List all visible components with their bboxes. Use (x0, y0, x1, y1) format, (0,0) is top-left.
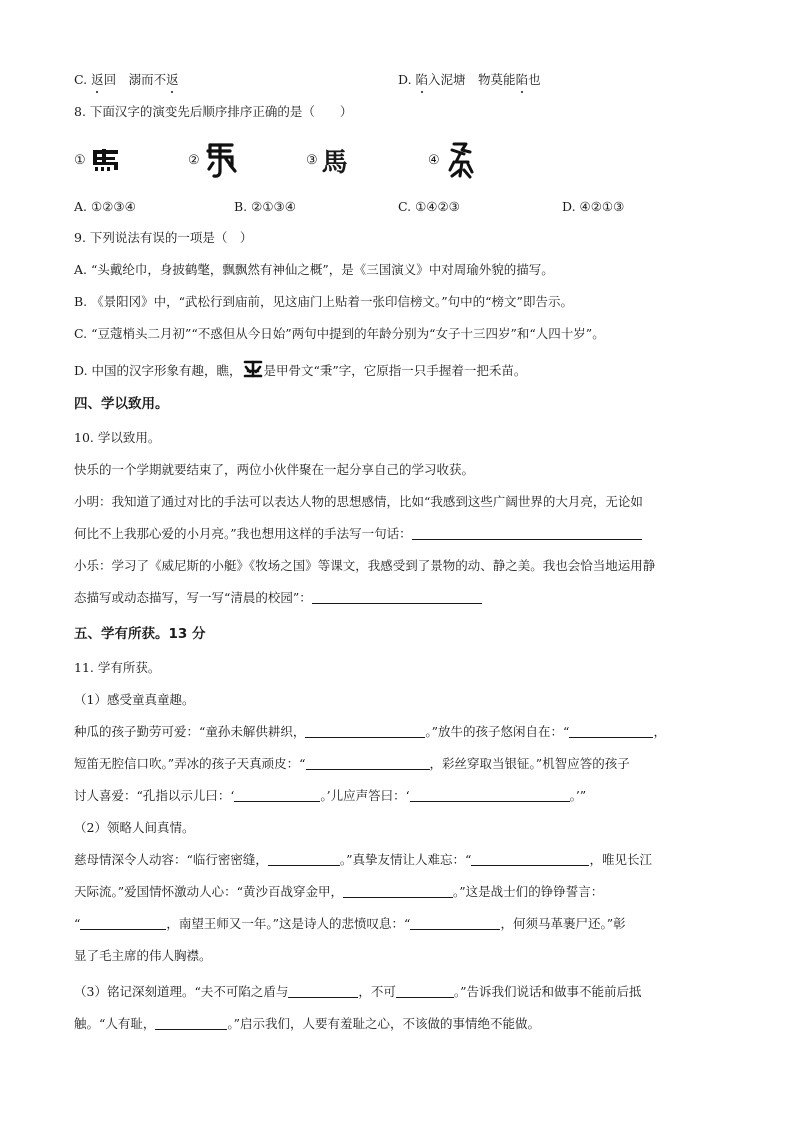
oracle-bing-character-icon (242, 359, 264, 379)
horse-oracle-script-icon (444, 140, 476, 180)
answer-blank[interactable] (396, 984, 454, 998)
horse-bold-script-icon (90, 147, 122, 173)
answer-blank[interactable] (410, 788, 570, 802)
q8-glyph-1: ① (74, 140, 122, 180)
q10-xiaoming-line2: 何比不上我那心爱的小月亮。”我也想用这样的手法写一句话： (74, 525, 642, 543)
q7-option-d[interactable]: D. 陷入泥塘 物莫能陷也 (398, 72, 541, 87)
q11-title: 11. 学有所获。 (74, 660, 161, 675)
q11-part2-line2: 天际流。”爱国情怀激动人心：“黄沙百战穿金甲， 。”这是战士们的铮铮誓言： (74, 884, 604, 899)
section-4-title: 四、学以致用。 (74, 396, 169, 412)
q11-part2-heading: （2）领略人间真情。 (74, 820, 195, 835)
answer-blank[interactable] (569, 724, 653, 738)
answer-blank[interactable] (471, 852, 589, 866)
q11-part2-line1: 慈母情深令人动容：“临行密密缝， 。”真挚友情让人难忘：“ ，唯见长江 (74, 852, 652, 867)
q11-part2-line4: 显了毛主席的伟人胸襟。 (74, 948, 212, 963)
answer-blank[interactable] (306, 756, 430, 770)
q8-glyph-4: ④ (428, 140, 476, 180)
q9-question: 9. 下列说法有误的一项是（ ） (74, 230, 253, 245)
answer-blank[interactable] (343, 884, 453, 898)
q8-option-c[interactable]: C. ①④②③ (398, 199, 460, 214)
q9-option-a[interactable]: A. “头戴纶巾，身披鹤氅，飘飘然有神仙之概”，是《三国演义》中对周瑜外貌的描写。 (74, 262, 554, 277)
q9-option-d[interactable]: D. 中国的汉字形象有趣，瞧， 是甲骨文“秉”字，它原指一只手握着一把禾苗。 (74, 359, 526, 380)
q10-xiaole-line1: 小乐：学习了《威尼斯的小艇》《牧场之国》等课文，我感受到了景物的动、静之美。我也会恰当地运用静 (74, 558, 656, 573)
q8-option-b[interactable]: B. ②①③④ (234, 199, 296, 214)
q10-title: 10. 学以致用。 (74, 430, 161, 445)
answer-blank[interactable] (305, 724, 425, 738)
q9-option-b[interactable]: B. 《景阳冈》中，“武松行到庙前，见这庙门上贴着一张印信榜文。”句中的“榜文”即告示。 (74, 294, 573, 309)
q8-glyph-2: ② (188, 140, 238, 180)
answer-blank[interactable] (268, 852, 340, 866)
q11-part1-heading: （1）感受童真童趣。 (74, 692, 195, 707)
dotted-char: 返 (166, 72, 179, 87)
answer-blank[interactable] (80, 916, 166, 930)
answer-blank[interactable] (288, 984, 358, 998)
q7-option-c[interactable]: C. 返回 溺而不返 (74, 72, 179, 87)
q8-glyph-3: ③ 馬 (306, 140, 348, 180)
horse-seal-script-icon (204, 141, 238, 179)
answer-blank[interactable] (410, 916, 500, 930)
answer-blank[interactable] (234, 788, 320, 802)
q11-part1-line2: 短笛无腔信口吹。”弄冰的孩子天真顽皮：“ ，彩丝穿取当银钲。”机智应答的孩子 (74, 756, 630, 771)
dotted-char: 陷 (515, 72, 529, 87)
q10-xiaoming-line1: 小明：我知道了通过对比的手法可以表达人物的思想感情，比如“我感到这些广阔世界的大月亮，无论如 (74, 494, 643, 509)
dotted-char: 返 (91, 72, 104, 87)
q8-question: 8. 下面汉字的演变先后顺序排序正确的是（ ） (74, 104, 353, 119)
answer-blank[interactable] (155, 1016, 227, 1030)
answer-blank-xiaole[interactable] (312, 590, 482, 604)
q10-xiaole-line2: 态描写或动态描写，写一写“清晨的校园”： (74, 589, 482, 607)
horse-regular-script-icon: 馬 (321, 147, 348, 178)
answer-blank-xiaoming[interactable] (412, 526, 642, 540)
q11-part3-line2: 触。“人有耻， 。”启示我们，人要有羞耻之心，不该做的事情绝不能做。 (74, 1016, 541, 1031)
q8-option-a[interactable]: A. ①②③④ (74, 199, 136, 214)
q8-option-d[interactable]: D. ④②①③ (562, 199, 625, 214)
q11-part1-line1: 种瓜的孩子勤劳可爱：“童孙未解供耕织， 。”放牛的孩子悠闲自在：“ ， (74, 724, 666, 739)
q11-part1-line3: 讨人喜爱：“孔指以示儿曰：‘ 。’儿应声答曰：‘ 。’” (74, 788, 587, 803)
q11-part2-line3: “ ，南望王师又一年。”这是诗人的悲愤叹息：“ ，何须马革裹尸还。”彰 (74, 916, 626, 931)
dotted-char: 陷 (415, 72, 429, 87)
q9-option-c[interactable]: C. “豆蔻梢头二月初”“不惑但从今日始”两句中提到的年龄分别为“女子十三四岁”和“人四十岁”。 (74, 326, 605, 341)
section-5-title: 五、学有所获。13 分 (74, 626, 206, 642)
q10-intro: 快乐的一个学期就要结束了，两位小伙伴聚在一起分享自己的学习收获。 (74, 462, 475, 477)
q11-part3-line1: （3）铭记深刻道理。“夫不可陷之盾与 ，不可 。”告诉我们说话和做事不能前后抵 (74, 984, 642, 999)
